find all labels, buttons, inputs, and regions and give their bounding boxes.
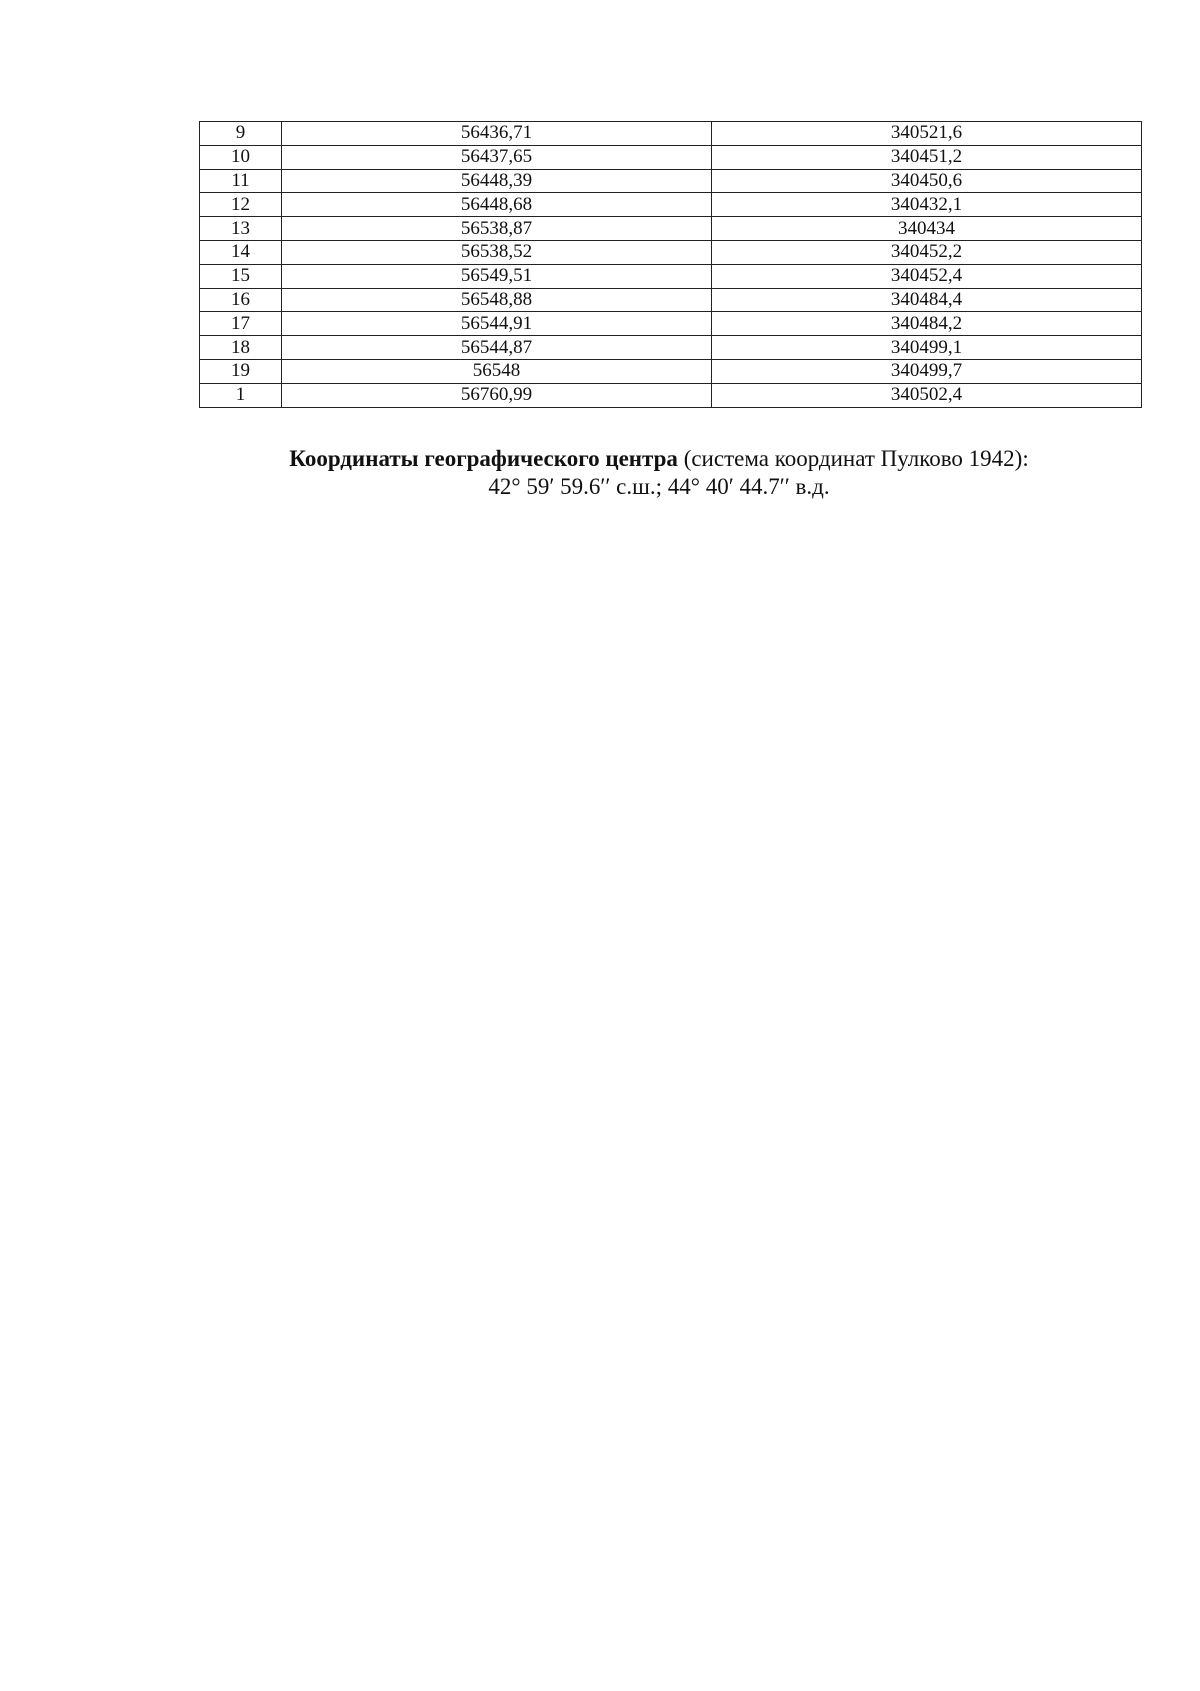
y-coordinate: 340452,2: [712, 240, 1142, 264]
y-coordinate: 340434: [712, 217, 1142, 241]
geographic-center-coordinates: 42° 59′ 59.6′′ с.ш.; 44° 40′ 44.7′′ в.д.: [488, 474, 830, 499]
table-row: [200, 288, 1142, 312]
table-row: [200, 312, 1142, 336]
x-coordinate: 56544,87: [282, 336, 712, 360]
geographic-center-title: Координаты географического центра: [289, 446, 678, 471]
y-coordinate: 340502,4: [712, 383, 1142, 407]
y-coordinate: 340484,2: [712, 312, 1142, 336]
point-number: 13: [200, 217, 282, 241]
table-row: [200, 217, 1142, 241]
coordinates-table: [199, 121, 1142, 408]
y-coordinate: 340452,4: [712, 264, 1142, 288]
point-number: 1: [200, 383, 282, 407]
point-number: 19: [200, 359, 282, 383]
y-coordinate: 340450,6: [712, 169, 1142, 193]
point-number: 18: [200, 336, 282, 360]
point-number: 12: [200, 193, 282, 217]
x-coordinate: 56548,88: [282, 288, 712, 312]
x-coordinate: 56544,91: [282, 312, 712, 336]
y-coordinate: 340499,7: [712, 359, 1142, 383]
table-row: [200, 169, 1142, 193]
point-number: 17: [200, 312, 282, 336]
x-coordinate: 56760,99: [282, 383, 712, 407]
point-number: 14: [200, 240, 282, 264]
x-coordinate: 56549,51: [282, 264, 712, 288]
y-coordinate: 340521,6: [712, 122, 1142, 146]
point-number: 15: [200, 264, 282, 288]
y-coordinate: 340432,1: [712, 193, 1142, 217]
x-coordinate: 56548: [282, 359, 712, 383]
table-row: [200, 336, 1142, 360]
point-number: 9: [200, 122, 282, 146]
x-coordinate: 56448,39: [282, 169, 712, 193]
point-number: 11: [200, 169, 282, 193]
x-coordinate: 56538,87: [282, 217, 712, 241]
x-coordinate: 56448,68: [282, 193, 712, 217]
table-row: [200, 193, 1142, 217]
point-number: 16: [200, 288, 282, 312]
table-row: [200, 240, 1142, 264]
geographic-center-heading: [0, 445, 1200, 473]
y-coordinate: 340499,1: [712, 336, 1142, 360]
x-coordinate: 56436,71: [282, 122, 712, 146]
table-row: [200, 383, 1142, 407]
point-number: 10: [200, 145, 282, 169]
coordinate-system-note: (система координат Пулково 1942):: [677, 446, 1029, 471]
y-coordinate: 340451,2: [712, 145, 1142, 169]
x-coordinate: 56538,52: [282, 240, 712, 264]
x-coordinate: 56437,65: [282, 145, 712, 169]
geographic-center-block: [0, 445, 1200, 501]
table-row: [200, 145, 1142, 169]
table-row: [200, 122, 1142, 146]
table-row: [200, 359, 1142, 383]
y-coordinate: 340484,4: [712, 288, 1142, 312]
table-row: [200, 264, 1142, 288]
